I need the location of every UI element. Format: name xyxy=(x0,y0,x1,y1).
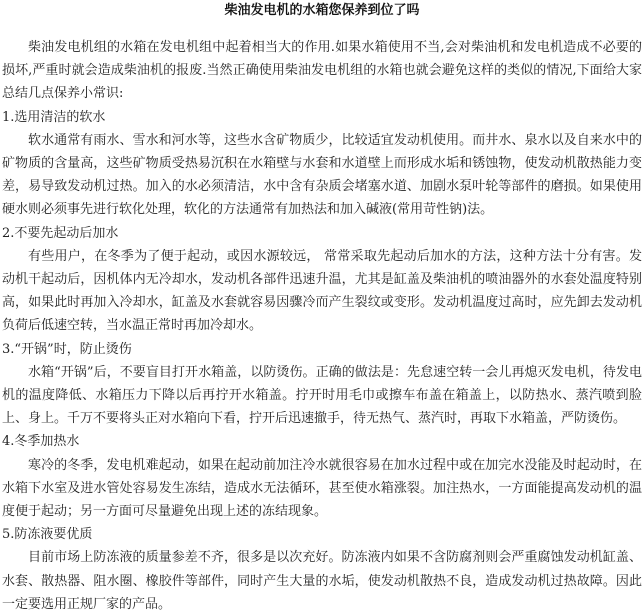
section-1-heading: 1.选用清洁的软水 xyxy=(2,109,106,125)
section-5-heading: 5.防冻液要优质 xyxy=(2,527,93,543)
section-2-heading: 2.不要先起动后加水 xyxy=(2,225,119,241)
section-4-body: 寒冷的冬季，发电机难起动，如果在起动前加注冷水就很容易在加水过程中或在加完水没能及时起动时，在水箱下水室及进水管处容易发生冻结，造成水无法循环，甚至使水箱涨裂。加注热水，一方面能提高发动机的温度便于起动；另一方面可尽量避免出现上述的冻结现象。 xyxy=(2,457,642,520)
section-3-heading: 3.“开锅”时，防止烫伤 xyxy=(2,341,132,357)
section-2-body: 有些用户，在冬季为了便于起动，或因水源较远， 常常采取先起动后加水的方法，这种方法十分有害。发动机干起动后，因机体内无冷却水，发动机各部件迅速升温，尤其是缸盖及柴油机的喷油器外的水套处温度特别高，如果此时再加入冷却水，缸盖及水套就容易因骤冷而产生裂纹或变形。发动机温度过高时，应先卸去发动机负荷后低速空转，当水温正常时再加冷却水。 xyxy=(2,248,642,334)
section-3-body: 水箱“开锅”后，不要盲目打开水箱盖，以防烫伤。正确的做法是：先怠速空转一会儿再熄灭发电机，待发电机的温度降低、水箱压力下降以后再拧开水箱盖。拧开时用毛巾或擦车布盖在箱盖上，以防热水、蒸汽喷到脸上、身上。千万不要将头正对水箱向下看，拧开后迅速撤手，待无热气、蒸汽时，再取下水箱盖，严防烫伤。 xyxy=(2,364,642,427)
section-5-body: 目前市场上防冻液的质量参差不齐，很多是以次充好。防冻液内如果不含防腐剂则会严重腐蚀发动机缸盖、水套、散热器、阻水圈、橡胶件等部件，同时产生大量的水垢，使发动机散热不良，造成发动机过热故障。因此一定要选用正规厂家的产品。 xyxy=(2,550,642,612)
section-4-heading: 4.冬季加热水 xyxy=(2,434,80,450)
article-title: 柴油发电机的水箱您保养到位了吗 xyxy=(224,3,420,18)
intro-paragraph: 柴油发电机组的水箱在发电机组中起着相当大的作用.如果水箱使用不当,会对柴油机和发电机造成不必要的损坏,严重时就会造成柴油机的报废.当然正确使用柴油发电机组的水箱也就会避免这样的类似的情况,下面给大家总结几点保养小常识: xyxy=(2,40,642,102)
section-1-body: 软水通常有雨水、雪水和河水等，这些水含矿物质少，比较适宜发动机使用。而井水、泉水以及自来水中的矿物质的含量高，这些矿物质受热易沉积在水箱壁与水套和水道壁上而形成水垢和锈蚀物，使发动机散热能力变差，易导致发动机过热。加入的水必须清洁，水中含有杂质会堵塞水道、加剧水泵叶轮等部件的磨损。如果使用硬水则必须事先进行软化处理，软化的方法通常有加热法和加入碱液(常用苛性钠)法。 xyxy=(2,132,642,218)
